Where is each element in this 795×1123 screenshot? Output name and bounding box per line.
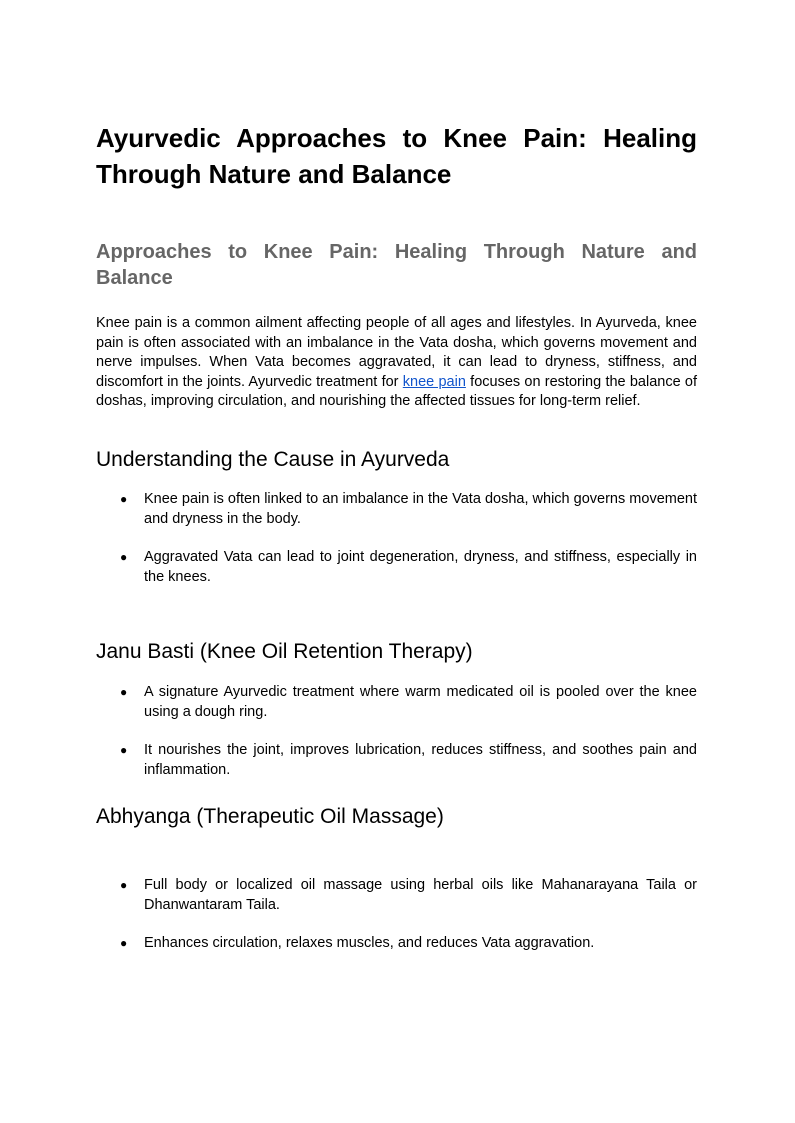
list-item bbox=[96, 548, 697, 587]
bullet-icon: ● bbox=[120, 936, 128, 950]
section-list-janu-basti bbox=[96, 683, 697, 780]
bullet-icon: ● bbox=[120, 743, 128, 757]
bullet-icon: ● bbox=[120, 878, 128, 892]
list-item-text: It nourishes the joint, improves lubrication, reduces stiffness, and soothes pain and inflammation. bbox=[144, 742, 697, 778]
bullet-icon: ● bbox=[120, 492, 128, 506]
document-subtitle: Approaches to Knee Pain: Healing Through Nature and Balance bbox=[96, 241, 697, 289]
list-item bbox=[96, 934, 697, 954]
list-item-text: Knee pain is often linked to an imbalance in the Vata dosha, which governs movement and dryness in the body. bbox=[144, 491, 697, 527]
section-list-abhyanga bbox=[96, 876, 697, 954]
list-item bbox=[96, 876, 697, 915]
section-heading-abhyanga: Abhyanga (Therapeutic Oil Massage) bbox=[96, 805, 444, 828]
knee-pain-link[interactable]: knee pain bbox=[402, 373, 466, 390]
intro-paragraph bbox=[96, 314, 697, 412]
intro-text-after-link: focuses on restoring the balance of doshas, improving circulation, and nourishing the affected tissues for long-term relief. bbox=[96, 373, 697, 409]
intro-text-before-link: Knee pain is a common ailment affecting people of all ages and lifestyles. In Ayurveda, knee pain is often associated with an imbalance in the Vata dosha, which governs movement and nerve impulses. When Vata becomes aggravated, it can lead to dryness, stiffness, and discomfort in the joints. Ayurvedic treatment for bbox=[96, 315, 697, 390]
document-title: Ayurvedic Approaches to Knee Pain: Healing Through Nature and Balance bbox=[96, 123, 697, 189]
section-heading-janu-basti: Janu Basti (Knee Oil Retention Therapy) bbox=[96, 640, 473, 663]
list-item-text: Enhances circulation, relaxes muscles, and reduces Vata aggravation. bbox=[144, 935, 595, 951]
list-item-text: Aggravated Vata can lead to joint degeneration, dryness, and stiffness, especially in the knees. bbox=[144, 549, 697, 585]
bullet-icon: ● bbox=[120, 685, 128, 699]
list-item bbox=[96, 490, 697, 529]
list-item-text: A signature Ayurvedic treatment where warm medicated oil is pooled over the knee using a dough ring. bbox=[144, 684, 697, 720]
section-heading-understanding-cause: Understanding the Cause in Ayurveda bbox=[96, 448, 450, 471]
section-list-understanding-cause bbox=[96, 490, 697, 587]
list-item-text: Full body or localized oil massage using herbal oils like Mahanarayana Taila or Dhanwantaram Taila. bbox=[144, 877, 697, 913]
list-item bbox=[96, 683, 697, 722]
list-item bbox=[96, 741, 697, 780]
bullet-icon: ● bbox=[120, 550, 128, 564]
